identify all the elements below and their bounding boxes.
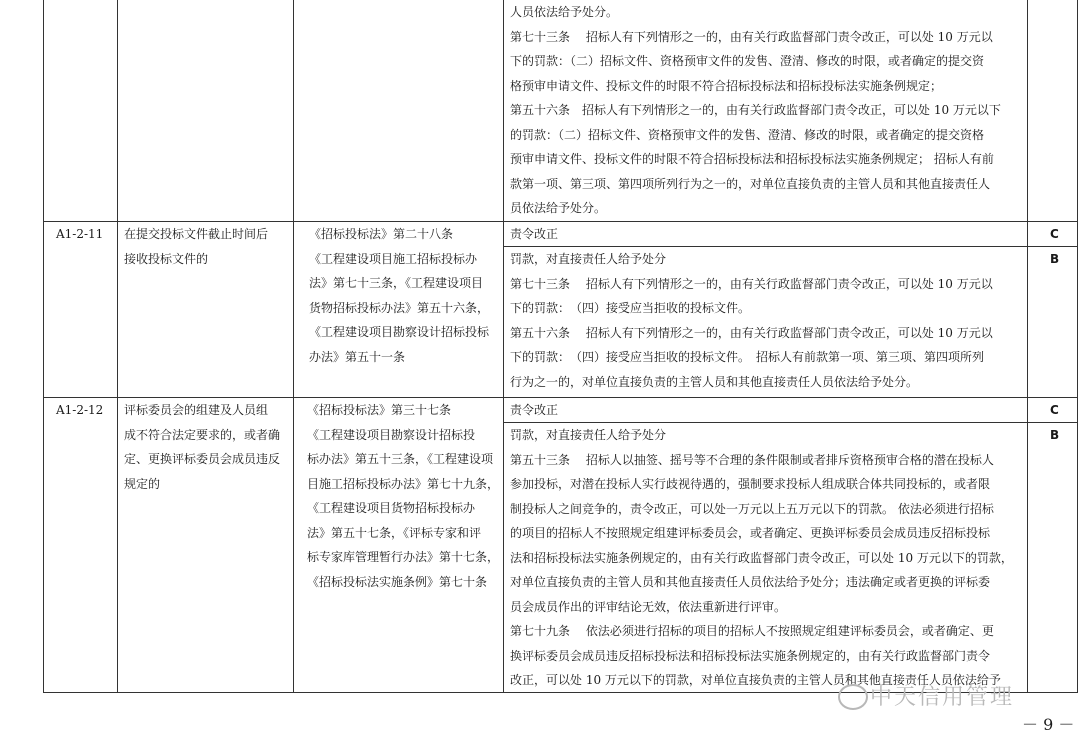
col-divider [503, 0, 504, 693]
penalty-line: 人员依法给予处分。 [510, 5, 619, 19]
penalty-line: 第五十六条 招标人有下列情形之一的，由有关行政监督部门责令改正，可以处 10 万元以下 [510, 103, 1001, 117]
col-divider [293, 0, 294, 693]
prev-row-penalty [510, 0, 1001, 221]
row-behavior [124, 398, 280, 496]
row-code: A1-2-12 [56, 403, 104, 417]
basis-line: 《招标投标法实施条例》第七十条 [307, 574, 488, 589]
penalty-line: 对单位直接负责的主管人员和其他直接责任人员依法给予处分；违法确定或者更换的评标委 [510, 575, 991, 589]
watermark: 中天信用管理 [870, 685, 1015, 710]
penalty-fine [510, 247, 993, 394]
grade-b: B [1050, 428, 1060, 442]
penalty-line: 的项目的招标人不按照规定组建评标委员会，或者确定、更换评标委员会成员违反招标投标 [510, 526, 991, 540]
grade-b: B [1050, 252, 1060, 266]
penalty-line: 第五十六条 招标人有下列情形之一的，由有关行政监督部门责令改正，可以处 10 万元以 [510, 325, 993, 340]
penalty-line: 改正，可以处 10 万元以下的罚款，对单位直接负责的主管人员和其他直接责任人员依法给予 [510, 673, 1001, 687]
basis-line: 目施工招标投标办法》第七十九条， [307, 476, 500, 491]
basis-line: 标办法》第五十三条，《工程建设项 [307, 452, 494, 466]
penalty-line: 法和招标投标法实施条例规定的，由有关行政监督部门责令改正，可以处 10 万元以下的罚款， [510, 550, 1013, 565]
penalty-line: 参加投标，对潜在投标人实行歧视待遇的，强制要求投标人组成联合体共同投标的，或者限 [510, 477, 991, 491]
penalty-line: 第七十九条 依法必须进行招标的项目的招标人不按照规定组建评标委员会，或者确定、更 [510, 624, 994, 638]
basis-line: 《工程建设项目施工招标投标办 [309, 251, 478, 266]
basis-line: 《招标投标法》第三十七条 [307, 403, 452, 417]
penalty-correction: 责令改正 [510, 227, 559, 241]
penalty-line: 制投标人之间竞争的，责令改正，可以处一万元以上五万元以下的罚款。 依法必须进行招标 [510, 501, 994, 516]
basis-line: 办法》第五十一条 [309, 349, 406, 364]
grade-c: C [1050, 227, 1059, 241]
row-basis [309, 222, 489, 369]
behavior-line: 规定的 [124, 476, 161, 491]
basis-line: 货物招标投标办法》第五十六条， [309, 300, 490, 315]
col-divider [1077, 0, 1078, 693]
penalty-line: 预审申请文件、投标文件的时限不符合招标投标法和招标投标法实施条例规定； 招标人有前 [510, 152, 994, 166]
behavior-line: 评标委员会的组建及人员组 [124, 403, 269, 417]
penalty-fine [510, 423, 1013, 693]
penalty-line: 第七十三条 招标人有下列情形之一的，由有关行政监督部门责令改正，可以处 10 万元以 [510, 276, 993, 291]
basis-line: 《工程建设项目勘察设计招标投标 [309, 325, 490, 339]
penalty-line: 款第一项、第三项、第四项所列行为之一的，对单位直接负责的主管人员和其他直接责任人 [510, 176, 991, 191]
penalty-line: 员会成员作出的评审结论无效，依法重新进行评审。 [510, 599, 787, 614]
penalty-line: 第五十三条 招标人以抽签、摇号等不合理的条件限制或者排斥资格预审合格的潜在投标人 [510, 452, 994, 467]
penalty-line: 罚款，对直接责任人给予处分 [510, 252, 667, 266]
penalty-line: 罚款，对直接责任人给予处分 [510, 428, 667, 442]
wechat-logo-icon [838, 684, 868, 710]
penalty-line: 的罚款：（二）招标文件、资格预审文件的发售、澄清、修改的时限，或者确定的提交资格 [510, 127, 985, 142]
behavior-line: 定、更换评标委员会成员违反 [124, 452, 281, 466]
penalty-correction: 责令改正 [510, 403, 559, 417]
row-code: A1-2-11 [56, 227, 104, 241]
row-behavior [124, 222, 268, 271]
basis-line: 《招标投标法》第二十八条 [309, 227, 454, 241]
penalty-line: 换评标委员会成员违反招标投标法和招标投标法实施条例规定的，由有关行政监督部门责令 [510, 648, 991, 663]
basis-line: 标专家库管理暂行办法》第十七条， [307, 550, 500, 564]
row-basis [307, 398, 499, 594]
penalty-line: 员依法给予处分。 [510, 201, 607, 215]
behavior-line: 成不符合法定要求的，或者确 [124, 427, 281, 442]
behavior-line: 接收投标文件的 [124, 251, 209, 266]
col-divider [1027, 0, 1028, 693]
col-divider [117, 0, 118, 693]
penalty-line: 第七十三条 招标人有下列情形之一的，由有关行政监督部门责令改正，可以处 10 万元以 [510, 29, 993, 44]
penalty-line: 下的罚款：（二）招标文件、资格预审文件的发售、澄清、修改的时限，或者确定的提交资 [510, 54, 985, 68]
basis-line: 法》第五十七条，《评标专家和评 [307, 525, 482, 540]
behavior-line: 在提交投标文件截止时间后 [124, 227, 269, 241]
penalty-line: 下的罚款： （四）接受应当拒收的投标文件。 招标人有前款第一项、第三项、第四项所列 [510, 350, 985, 364]
basis-line: 法》第七十三条，《工程建设项目 [309, 276, 484, 290]
basis-line: 《工程建设项目货物招标投标办 [307, 501, 476, 515]
grade-c: C [1050, 403, 1059, 417]
penalty-line: 下的罚款： （四）接受应当拒收的投标文件。 [510, 301, 751, 315]
penalty-line: 行为之一的，对单位直接负责的主管人员和其他直接责任人员依法给予处分。 [510, 374, 919, 389]
page-number: － 9 － [1022, 715, 1075, 734]
basis-line: 《工程建设项目勘察设计招标投 [307, 427, 476, 442]
penalty-line: 格预审申请文件、投标文件的时限不符合招标投标法和招标投标法实施条例规定； [510, 78, 943, 93]
